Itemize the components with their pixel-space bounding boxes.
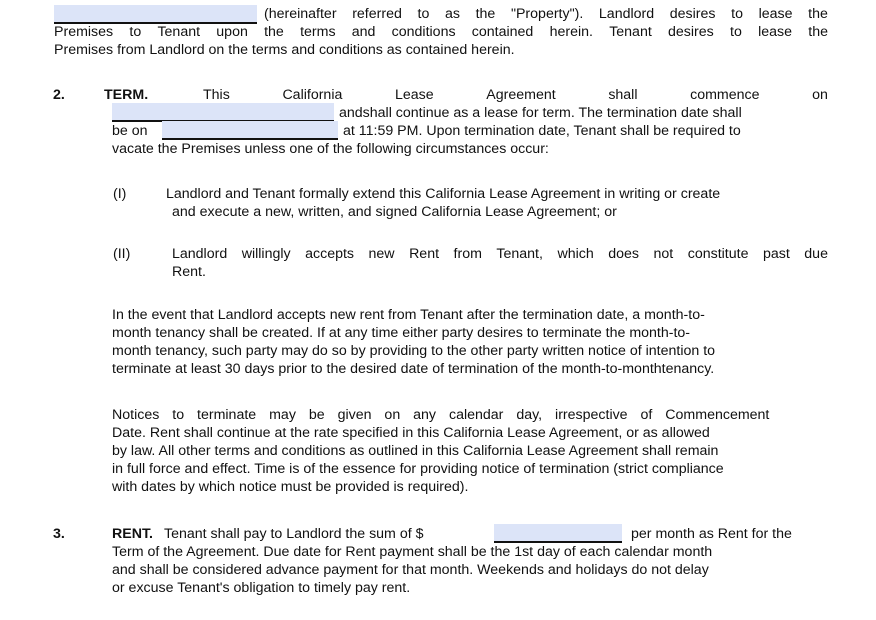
word: Lease — [395, 87, 434, 103]
section-3-line-3: and shall be considered advance payment for that month. Weekends and holidays do not delay — [112, 562, 709, 578]
rent-amount-field[interactable] — [494, 524, 622, 543]
item-i-marker: (I) — [113, 186, 127, 202]
section-2-line-1 — [203, 86, 828, 104]
item-ii-line-2: Rent. — [172, 264, 206, 280]
word: as — [444, 6, 460, 22]
section-3-heading: RENT. — [112, 526, 153, 542]
word: to — [730, 24, 742, 40]
word: to — [731, 6, 743, 22]
para-2-line-5: with dates by which notice must be provided is required). — [112, 479, 469, 495]
word: due — [804, 246, 828, 262]
intro-line-3: Premises from Landlord on the terms and conditions as contained herein. — [54, 42, 515, 58]
section-3-line-2: Term of the Agreement. Due date for Rent payment shall be the 1st day of each calendar month — [112, 544, 713, 560]
para-1-line-4: terminate at least 30 days prior to the desired date of termination of the month-to-monthtenancy. — [112, 361, 715, 377]
item-i-line-1: Landlord and Tenant formally extend this California Lease Agreement in writing or create — [166, 186, 721, 202]
word: the — [808, 24, 828, 40]
word: desires — [669, 6, 716, 22]
word: willingly — [241, 246, 291, 262]
para-2-line-3: by law. All other terms and conditions as outlined in this California Lease Agreement shall remain — [112, 443, 719, 459]
word: does — [608, 246, 639, 262]
para-1-line-3: month tenancy, such party may do so by providing to the other party written notice of intention to — [112, 343, 716, 359]
termination-date-field[interactable] — [162, 121, 338, 140]
intro-line-1 — [264, 5, 828, 23]
word: from — [453, 246, 482, 262]
word: California — [282, 87, 343, 103]
para-1-line-2: month tenancy shall be created. If at any time either party desires to terminate the month-to- — [112, 325, 691, 341]
word: commence — [690, 87, 760, 103]
word: the — [808, 6, 828, 22]
section-2-number: 2. — [53, 87, 65, 103]
section-3-line-4: or excuse Tenant's obligation to timely pay rent. — [112, 580, 411, 596]
word: lease — [758, 6, 793, 22]
word: upon — [216, 24, 248, 40]
word: herein. — [549, 24, 593, 40]
para-2-line-4: in full force and effect. Time is of the essence for providing notice of termination (strict compliance — [112, 461, 724, 477]
word: accepts — [305, 246, 355, 262]
word: contained — [471, 24, 534, 40]
word: not — [653, 246, 674, 262]
word: on — [812, 87, 828, 103]
word: terms — [300, 24, 336, 40]
word: shall — [608, 87, 638, 103]
item-ii-marker: (II) — [113, 246, 131, 262]
item-ii-line-1 — [172, 245, 828, 263]
section-2-line-3: at 11:59 PM. Upon termination date, Tenant shall be required to — [343, 123, 741, 139]
word: lease — [758, 24, 793, 40]
word: Landlord — [598, 6, 655, 22]
section-3-line-1-prefix: Tenant shall pay to Landlord the sum of $ — [164, 526, 424, 542]
word: the — [475, 6, 496, 22]
section-2-heading: TERM. — [104, 87, 149, 103]
commencement-date-field[interactable] — [112, 103, 334, 122]
word: Landlord — [172, 246, 228, 262]
word: conditions — [391, 24, 456, 40]
word: desires — [668, 24, 714, 40]
para-1-line-1: In the event that Landlord accepts new rent from Tenant after the termination date, a month-to- — [112, 307, 705, 323]
word: Premises — [54, 24, 114, 40]
section-3-number: 3. — [53, 526, 65, 542]
word: constitute — [687, 246, 749, 262]
word: Tenant — [609, 24, 652, 40]
property-address-field[interactable] — [54, 5, 257, 24]
word: Tenant, — [496, 246, 543, 262]
intro-line-2 — [54, 23, 828, 41]
word: "Property"). — [510, 6, 584, 22]
section-2-line-3-prefix: be on — [112, 123, 148, 139]
word: and — [351, 24, 376, 40]
word: (hereinafter — [264, 6, 337, 22]
para-2-line-2: Date. Rent shall continue at the rate specified in this California Lease Agreement, or as allowed — [112, 425, 710, 441]
section-2-line-2: andshall continue as a lease for term. The termination date shall — [339, 105, 742, 121]
word: the — [264, 24, 284, 40]
section-3-line-1-rest: per month as Rent for the — [631, 526, 792, 542]
word: to — [129, 24, 142, 40]
item-i-line-2: and execute a new, written, and signed California Lease Agreement; or — [172, 204, 617, 220]
word: Tenant — [157, 24, 201, 40]
word: new — [368, 246, 395, 262]
word: past — [762, 246, 790, 262]
word: referred — [352, 6, 402, 22]
word: Rent — [409, 246, 440, 262]
word: This — [203, 87, 230, 103]
section-2-line-4: vacate the Premises unless one of the following circumstances occur: — [112, 141, 549, 157]
word: Agreement — [486, 87, 556, 103]
para-2-line-1: Notices to terminate may be given on any calendar day, irrespective of Commencement — [112, 407, 770, 423]
word: to — [417, 6, 430, 22]
word: which — [557, 246, 594, 262]
